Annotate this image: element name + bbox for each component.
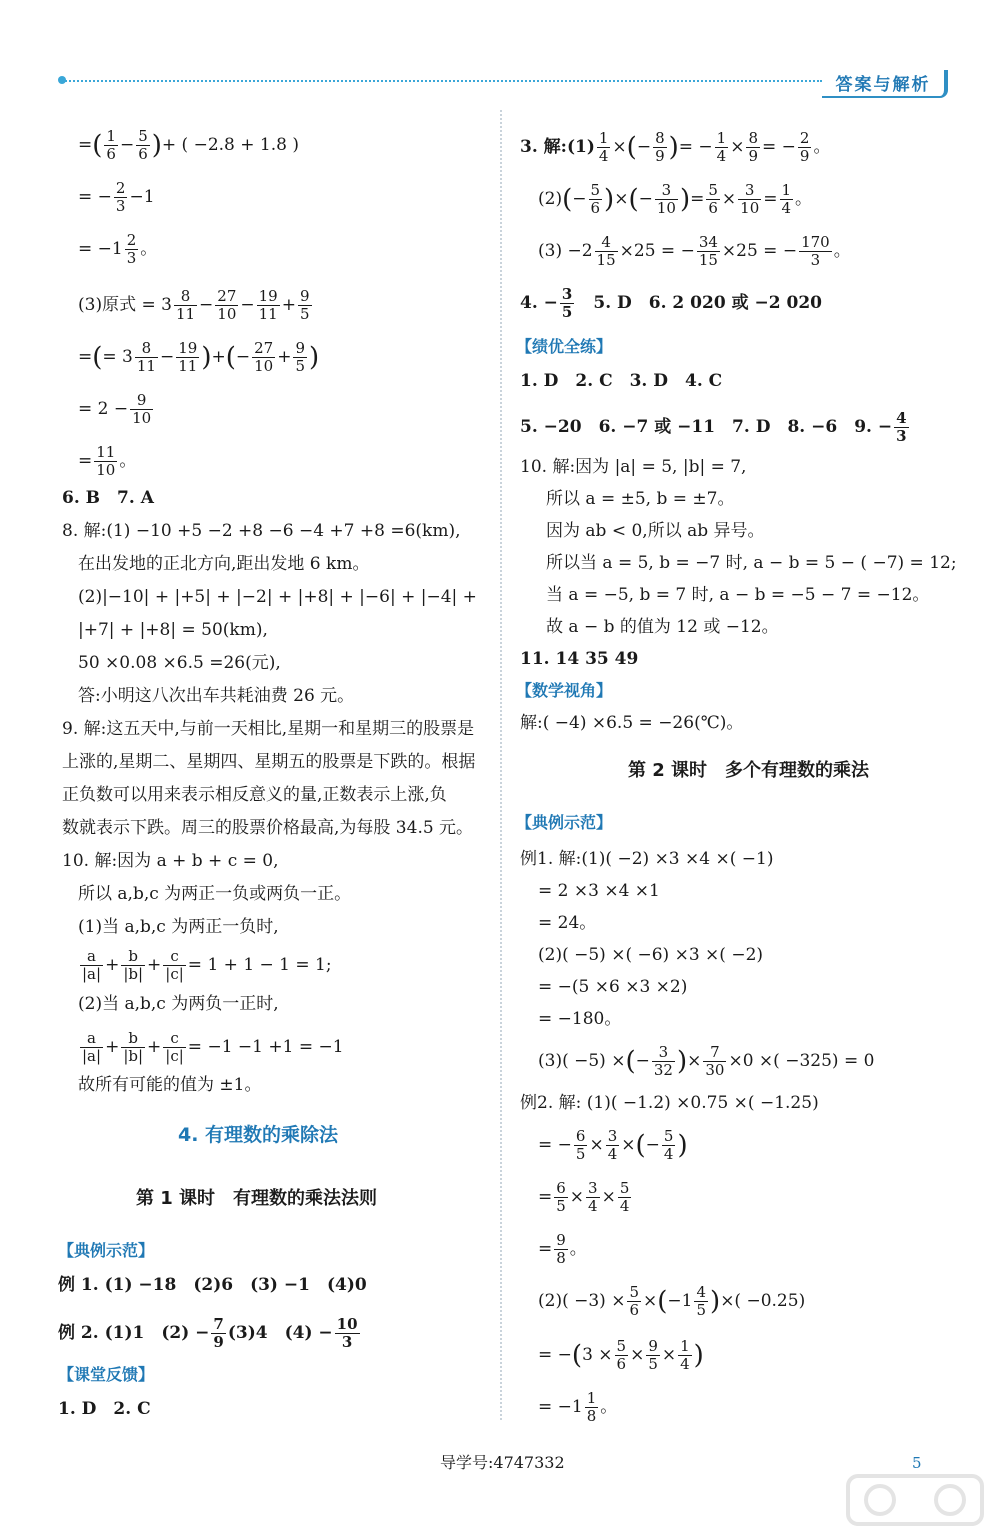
left-line-5: =(= 3 $\frac{8}{11}$ − $\frac{19}{11}$ )+(− $\frac{27}{10}$ + $\frac{9}{5}$ ): [78, 339, 320, 375]
left-line-9: 8. 解:(1) −10 +5 −2 +8 −6 −4 +7 +8 =6(km),: [62, 521, 461, 541]
lesson-1-title: 第 1 课时 有理数的乘法法则: [136, 1188, 378, 1209]
left-line-19: 10. 解:因为 a + b + c = 0,: [62, 851, 279, 871]
left-line-22: $\frac{a}{|a|}$ + $\frac{b}{|b|}$ + $\frac{c}{|c|}$ = 1 + 1 − 1 = 1;: [82, 947, 332, 983]
right-line-17: = 24。: [538, 913, 597, 933]
left-line-12: |+7| + |+8| = 50(km),: [78, 620, 268, 640]
right-heading-practice: 【绩优全练】: [516, 337, 613, 356]
left-line-14: 答:小明这八次出车共耗油费 26 元。: [78, 686, 355, 706]
right-line-25: = $\frac{9}{8}$ 。: [538, 1231, 587, 1267]
section-title: 4. 有理数的乘除法: [178, 1124, 339, 1146]
right-line-24: = $\frac{6}{5}$ × $\frac{3}{4}$ × $\frac{5}{4}$: [538, 1179, 630, 1215]
watermark-logo: [840, 1470, 990, 1530]
header-rule: [62, 80, 822, 82]
right-line-16: = 2 ×3 ×4 ×1: [538, 881, 660, 901]
column-divider: [500, 110, 502, 1420]
right-line-21: (3)( −5) ×(− $\frac{3}{32}$ )× $\frac{7}{30}$ ×0 ×( −325) = 0: [538, 1043, 875, 1079]
left-line-10: 在出发地的正北方向,距出发地 6 km。: [78, 554, 370, 574]
right-line-22: 例2. 解: (1)( −1.2) ×0.75 ×( −1.25): [520, 1093, 819, 1113]
left-line-15: 9. 解:这五天中,与前一天相比,星期一和星期三的股票是: [62, 719, 475, 739]
left-line-7: = $\frac{11}{10}$ 。: [78, 443, 137, 479]
left-line-16: 上涨的,星期二、星期四、星期五的股票是下跌的。根据: [62, 752, 476, 772]
example-2: 例 2. (1)1 (2) − $\frac{7}{9}$ (3)4 (4) − $\frac{10}{3}$: [58, 1315, 358, 1351]
left-line-3: = −1 $\frac{2}{3}$ 。: [78, 231, 158, 267]
page-number: 5: [912, 1454, 922, 1472]
right-line-1: 3. 解:(1) $\frac{1}{4}$ ×(− $\frac{8}{9}$ )= − $\frac{1}{4}$ × $\frac{8}{9}$ = − $\frac{2}{9}$ 。: [520, 129, 831, 165]
right-line-10: 所以当 a = 5, b = −7 时, a − b = 5 − ( −7) = 12;: [546, 553, 957, 573]
left-line-18: 数就表示下跌。周三的股票价格最高,为每股 34.5 元。: [62, 818, 474, 838]
right-line-11: 当 a = −5, b = 7 时, a − b = −5 − 7 = −12。: [546, 585, 930, 605]
example-1: 例 1. (1) −18 (2)6 (3) −1 (4)0: [58, 1275, 367, 1295]
left-line-1: =( $\frac{1}{6}$ − $\frac{5}{6}$ )+ ( −2.8 + 1.8 ): [78, 127, 299, 163]
right-line-19: = −(5 ×6 ×3 ×2): [538, 977, 688, 997]
left-line-20: 所以 a,b,c 为两正一负或两负一正。: [78, 884, 352, 904]
right-line-2: (2)(− $\frac{5}{6}$ )×(− $\frac{3}{10}$ )= $\frac{5}{6}$ × $\frac{3}{10}$ = $\frac{1}{4}$ 。: [538, 181, 813, 217]
left-line-25: 故所有可能的值为 ±1。: [78, 1075, 262, 1095]
right-line-5: 1. D 2. C 3. D 4. C: [520, 371, 723, 391]
right-line-27: = −(3 × $\frac{5}{6}$ × $\frac{9}{5}$ × $\frac{1}{4}$ ): [538, 1337, 704, 1373]
right-line-9: 因为 ab < 0,所以 ab 异号。: [546, 521, 765, 541]
left-line-8: 6. B 7. A: [62, 488, 154, 508]
left-line-4: (3)原式 = 3 $\frac{8}{11}$ − $\frac{27}{10}$ − $\frac{19}{11}$ + $\frac{9}{5}$: [78, 287, 310, 323]
right-line-14: 解:( −4) ×6.5 = −26(℃)。: [520, 713, 744, 733]
right-line-4: 4. − $\frac{3}{5}$ 5. D 6. 2 020 或 −2 020: [520, 285, 822, 321]
left-line-11: (2)|−10| + |+5| + |−2| + |+8| + |−6| + |−4| +: [78, 587, 477, 607]
right-line-7: 10. 解:因为 |a| = 5, |b| = 7,: [520, 457, 747, 477]
right-line-20: = −180。: [538, 1009, 622, 1029]
left-line-13: 50 ×0.08 ×6.5 =26(元),: [78, 653, 281, 673]
lesson-2-title: 第 2 课时 多个有理数的乘法: [628, 760, 870, 781]
header-tab: 答案与解析: [822, 70, 948, 98]
right-line-23: = − $\frac{6}{5}$ × $\frac{3}{4}$ ×(− $\frac{5}{4}$ ): [538, 1127, 688, 1163]
footer-code: 导学号:4747332: [440, 1453, 565, 1472]
left-heading-feedback: 【课堂反馈】: [58, 1365, 155, 1384]
right-line-13: 11. 14 35 49: [520, 649, 639, 669]
left-line-21: (1)当 a,b,c 为两正一负时,: [78, 917, 279, 937]
left-heading-examples: 【典例示范】: [58, 1241, 155, 1260]
left-line-17: 正负数可以用来表示相反意义的量,正数表示上涨,负: [62, 785, 447, 805]
left-line-2: = − $\frac{2}{3}$ −1: [78, 179, 155, 215]
right-line-6: 5. −20 6. −7 或 −11 7. D 8. −6 9. − $\frac{4}{3}$: [520, 409, 907, 445]
left-line-23: (2)当 a,b,c 为两负一正时,: [78, 994, 279, 1014]
feedback-answers: 1. D 2. C: [58, 1399, 151, 1419]
right-line-15: 例1. 解:(1)( −2) ×3 ×4 ×( −1): [520, 849, 774, 869]
left-line-24: $\frac{a}{|a|}$ + $\frac{b}{|b|}$ + $\frac{c}{|c|}$ = −1 −1 +1 = −1: [82, 1029, 344, 1065]
right-line-8: 所以 a = ±5, b = ±7。: [546, 489, 735, 509]
right-heading-perspective: 【数学视角】: [516, 681, 613, 700]
left-line-6: = 2 − $\frac{9}{10}$: [78, 391, 152, 427]
right-line-3: (3) −2 $\frac{4}{15}$ ×25 = − $\frac{34}{15}$ ×25 = − $\frac{170}{3}$ 。: [538, 233, 851, 269]
right-heading-examples: 【典例示范】: [516, 813, 613, 832]
right-line-18: (2)( −5) ×( −6) ×3 ×( −2): [538, 945, 764, 965]
right-line-28: = −1 $\frac{1}{8}$ 。: [538, 1389, 618, 1425]
right-line-26: (2)( −3) × $\frac{5}{6}$ ×(−1 $\frac{4}{5}$ )×( −0.25): [538, 1283, 806, 1319]
right-line-12: 故 a − b 的值为 12 或 −12。: [546, 617, 779, 637]
